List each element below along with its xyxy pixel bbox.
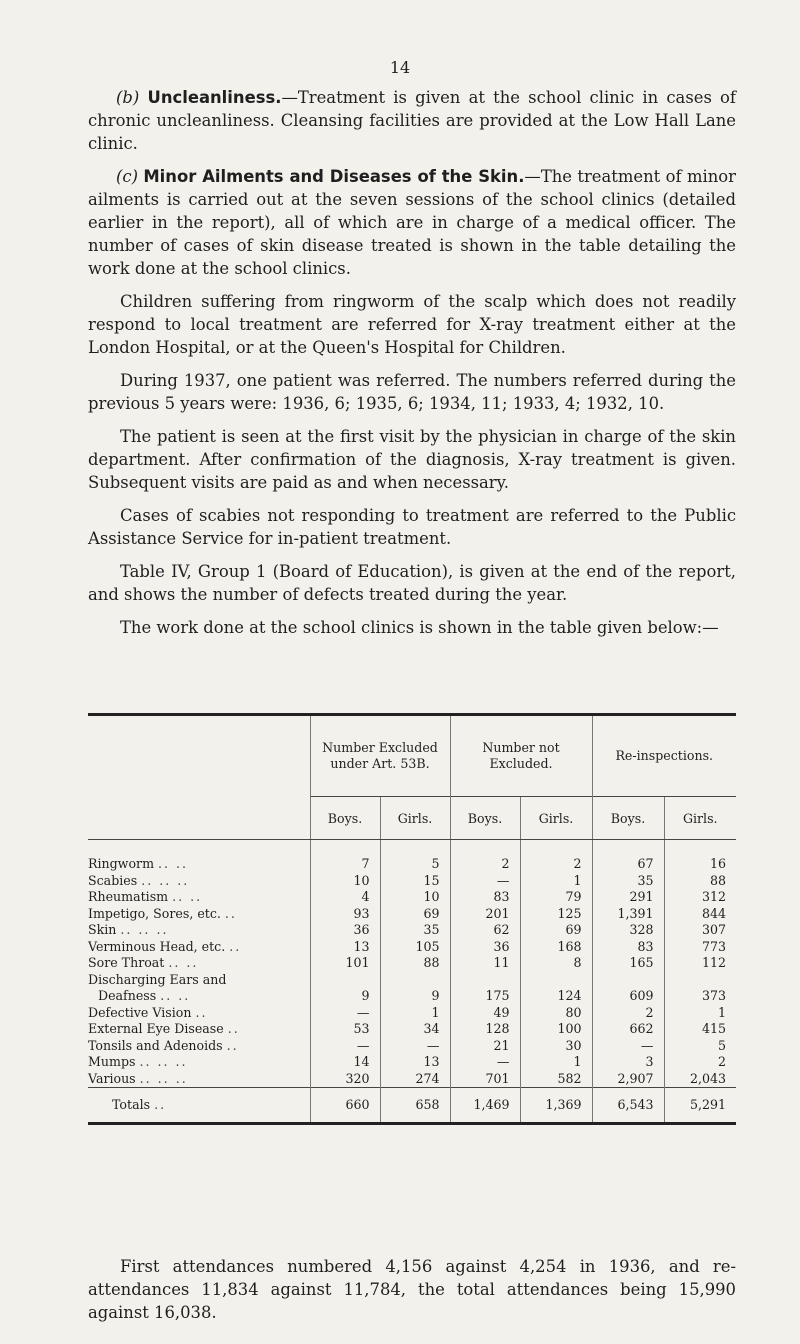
table-cell: 125	[520, 906, 592, 923]
table-cell: 8	[520, 955, 592, 972]
leader-dots: .. .. ..	[141, 872, 190, 888]
table-cell: 662	[592, 1021, 664, 1038]
total-cell: 1,369	[520, 1088, 592, 1123]
header-not-excluded: Number not Excluded.	[450, 716, 592, 797]
leader-dots: .. .. ..	[139, 1070, 188, 1086]
row-label: Rheumatism	[88, 889, 169, 904]
table-row	[88, 1071, 736, 1088]
row-label: Skin	[88, 922, 117, 937]
table-cell: 101	[310, 955, 380, 972]
table-row	[88, 1021, 736, 1038]
table-cell: 1	[380, 1005, 450, 1022]
table-cell: —	[592, 1038, 664, 1055]
table-cell: 36	[450, 939, 520, 956]
table-cell: 2	[520, 856, 592, 873]
table-cell: 609	[592, 988, 664, 1005]
paragraph-scabies: Cases of scabies not responding to treatment are referred to the Public Assistance Service for in-patient treatment.	[88, 506, 736, 548]
leader-dots: ..	[229, 938, 242, 954]
paragraph-table-intro: The work done at the school clinics is shown in the table given below:—	[120, 618, 719, 637]
table-cell: 35	[592, 873, 664, 890]
table-cell: 307	[664, 922, 736, 939]
table-row	[88, 939, 736, 956]
table-cell: 34	[380, 1021, 450, 1038]
table-cell: 3	[592, 1054, 664, 1071]
table-cell: 21	[450, 1038, 520, 1055]
table-cell	[450, 972, 520, 989]
table-cell: 2	[450, 856, 520, 873]
table-cell	[592, 972, 664, 989]
page-number: 14	[389, 58, 411, 77]
leader-dots: ..	[195, 1004, 208, 1020]
table-cell: 100	[520, 1021, 592, 1038]
table-cell: 62	[450, 922, 520, 939]
table-cell: 13	[310, 939, 380, 956]
table-cell: 415	[664, 1021, 736, 1038]
table-cell: 49	[450, 1005, 520, 1022]
table-cell: 67	[592, 856, 664, 873]
table-row	[88, 972, 736, 989]
table-cell: 10	[310, 873, 380, 890]
table-cell: 312	[664, 889, 736, 906]
table-cell: —	[450, 873, 520, 890]
table-cell: 2	[592, 1005, 664, 1022]
leader-dots: .. ..	[168, 955, 199, 970]
total-cell: 6,543	[592, 1088, 664, 1123]
table-cell: 36	[310, 922, 380, 939]
table-cell: 373	[664, 988, 736, 1005]
table-cell: 582	[520, 1071, 592, 1088]
table-cell: 13	[380, 1054, 450, 1071]
leader-dots: ..	[224, 905, 237, 921]
row-label: Various	[88, 1070, 136, 1086]
table-cell: —	[310, 1038, 380, 1055]
table-cell: 701	[450, 1071, 520, 1088]
paragraph-referral-numbers: During 1937, one patient was referred. The numbers referred during the previous 5 years were: 1936, 6; 1935, 6; 1934, 11; 1933, 4; 1932, 10.	[88, 371, 736, 413]
leader-dots: ..	[226, 1037, 239, 1053]
header-excluded: Number Excluded under Art. 53B.	[310, 716, 450, 797]
table-row	[88, 955, 736, 972]
heading-minor-ailments: Minor Ailments and Diseases of the Skin.	[143, 167, 525, 186]
sub-header-girls: Girls.	[664, 797, 736, 840]
table-cell: 5	[664, 1038, 736, 1055]
sub-header-girls: Girls.	[520, 797, 592, 840]
table-row	[88, 889, 736, 906]
table-row	[88, 1054, 736, 1071]
leader-dots: .. .. ..	[120, 922, 169, 937]
table-row	[88, 988, 736, 1005]
table-cell: 128	[450, 1021, 520, 1038]
table-cell: 35	[380, 922, 450, 939]
table-cell: 16	[664, 856, 736, 873]
table-row	[88, 1005, 736, 1022]
header-reinspections: Re-inspections.	[592, 716, 736, 797]
table-cell: 274	[380, 1071, 450, 1088]
table-cell: 112	[664, 955, 736, 972]
total-cell: 658	[380, 1088, 450, 1123]
table-cell: 1	[520, 873, 592, 890]
table-cell: 88	[664, 873, 736, 890]
sub-header-boys: Boys.	[450, 797, 520, 840]
table-cell: 2	[664, 1054, 736, 1071]
table-cell: 9	[310, 988, 380, 1005]
table-cell: 14	[310, 1054, 380, 1071]
section-letter-b: (b)	[116, 88, 140, 107]
table-cell: 201	[450, 906, 520, 923]
table-cell: —	[450, 1054, 520, 1071]
table-cell: 10	[380, 889, 450, 906]
table-spacer-row	[88, 840, 736, 857]
text-uncleanliness: —Treatment is given at the school clinic in cases of chronic uncleanliness. Cleansing facilities are provided at the Low Hall Lane clinic.	[88, 88, 736, 153]
row-label: Impetigo, Sores, etc.	[88, 905, 221, 921]
row-label: External Eye Disease	[88, 1021, 224, 1036]
row-label: Verminous Head, etc.	[88, 938, 226, 954]
condition-header	[88, 716, 310, 840]
heading-uncleanliness: Uncleanliness.	[147, 88, 282, 107]
leader-dots: .. ..	[158, 856, 189, 871]
table-row	[88, 873, 736, 890]
table-cell: —	[380, 1038, 450, 1055]
table-row	[88, 922, 736, 939]
paragraph-skin-department: The patient is seen at the first visit by the physician in charge of the skin department. After confirmation of the diagnosis, X-ray treatment is given. Subsequent visits are paid as and when necessary.	[88, 427, 736, 492]
row-label: Sore Throat	[88, 955, 165, 970]
table-cell: 291	[592, 889, 664, 906]
table-cell: 69	[380, 906, 450, 923]
totals-row	[88, 1088, 736, 1123]
row-label: Ringworm	[88, 856, 155, 871]
table-cell: 11	[450, 955, 520, 972]
sub-header-girls: Girls.	[380, 797, 450, 840]
leader-dots: ..	[154, 1096, 167, 1112]
clinic-work-table	[88, 713, 736, 1125]
table-cell: 2,043	[664, 1071, 736, 1088]
table-row	[88, 906, 736, 923]
table-cell: 1,391	[592, 906, 664, 923]
table-row	[88, 1038, 736, 1055]
sub-header-boys: Boys.	[310, 797, 380, 840]
table-cell: 165	[592, 955, 664, 972]
table-cell: 105	[380, 939, 450, 956]
leader-dots: ..	[227, 1021, 240, 1036]
row-label: Scabies	[88, 872, 138, 888]
row-label: Tonsils and Adenoids	[88, 1037, 223, 1053]
total-cell: 5,291	[664, 1088, 736, 1123]
table-cell: 4	[310, 889, 380, 906]
table-cell: 320	[310, 1071, 380, 1088]
paragraph-ringworm-referral: Children suffering from ringworm of the scalp which does not readily respond to local treatment are referred for X-ray treatment either at the London Hospital, or at the Queen's Hospital for Children.	[88, 292, 736, 357]
table-row	[88, 856, 736, 873]
paragraph-table-iv: Table IV, Group 1 (Board of Education), is given at the end of the report, and shows the number of defects treated during the year.	[88, 562, 736, 604]
total-cell: 1,469	[450, 1088, 520, 1123]
closing-paragraph: First attendances numbered 4,156 against 4,254 in 1936, and re-attendances 11,834 against 11,784, the total attendances being 15,990 against 16,038.	[88, 1257, 736, 1322]
total-cell: 660	[310, 1088, 380, 1123]
table-cell: 53	[310, 1021, 380, 1038]
leader-dots: .. ..	[160, 988, 191, 1003]
table-cell: 844	[664, 906, 736, 923]
totals-label: Totals	[112, 1096, 151, 1112]
row-label: Deafness	[98, 988, 157, 1003]
table-cell: 773	[664, 939, 736, 956]
table-cell: 80	[520, 1005, 592, 1022]
table-cell: 83	[450, 889, 520, 906]
table-cell: 69	[520, 922, 592, 939]
paragraph-minor-ailments	[88, 165, 736, 280]
table-cell: 175	[450, 988, 520, 1005]
table-cell: 328	[592, 922, 664, 939]
leader-dots: .. ..	[172, 889, 203, 904]
row-label: Defective Vision	[88, 1004, 192, 1020]
table-cell: 1	[520, 1054, 592, 1071]
table-cell	[664, 972, 736, 989]
text-minor-ailments: —The treatment of minor ailments is carried out at the seven sessions of the school clinics (detailed earlier in the report), all of which are in charge of a medical officer. The number of cases of skin disease treated is shown in the table detailing the work done at the school clinics.	[88, 167, 736, 278]
table-cell: 5	[380, 856, 450, 873]
table-cell: 30	[520, 1038, 592, 1055]
table-cell	[520, 972, 592, 989]
table-cell: 93	[310, 906, 380, 923]
row-label: Mumps	[88, 1054, 136, 1069]
table-cell: 15	[380, 873, 450, 890]
table-cell: 168	[520, 939, 592, 956]
clinic-table	[88, 716, 736, 1122]
table-cell: 2,907	[592, 1071, 664, 1088]
table-cell: 79	[520, 889, 592, 906]
table-bottom-rule	[88, 1122, 736, 1125]
row-label: Discharging Ears and	[88, 971, 227, 987]
table-cell: 9	[380, 988, 450, 1005]
table-cell	[310, 972, 380, 989]
table-cell: 124	[520, 988, 592, 1005]
table-cell: 83	[592, 939, 664, 956]
sub-header-boys: Boys.	[592, 797, 664, 840]
table-cell	[380, 972, 450, 989]
table-cell: 1	[664, 1005, 736, 1022]
table-group-header-row	[88, 716, 736, 797]
table-cell: —	[310, 1005, 380, 1022]
leader-dots: .. .. ..	[139, 1054, 188, 1069]
paragraph-uncleanliness	[88, 86, 736, 155]
table-cell: 88	[380, 955, 450, 972]
body-text	[88, 86, 736, 639]
table-cell: 7	[310, 856, 380, 873]
section-letter-c: (c)	[116, 167, 138, 186]
